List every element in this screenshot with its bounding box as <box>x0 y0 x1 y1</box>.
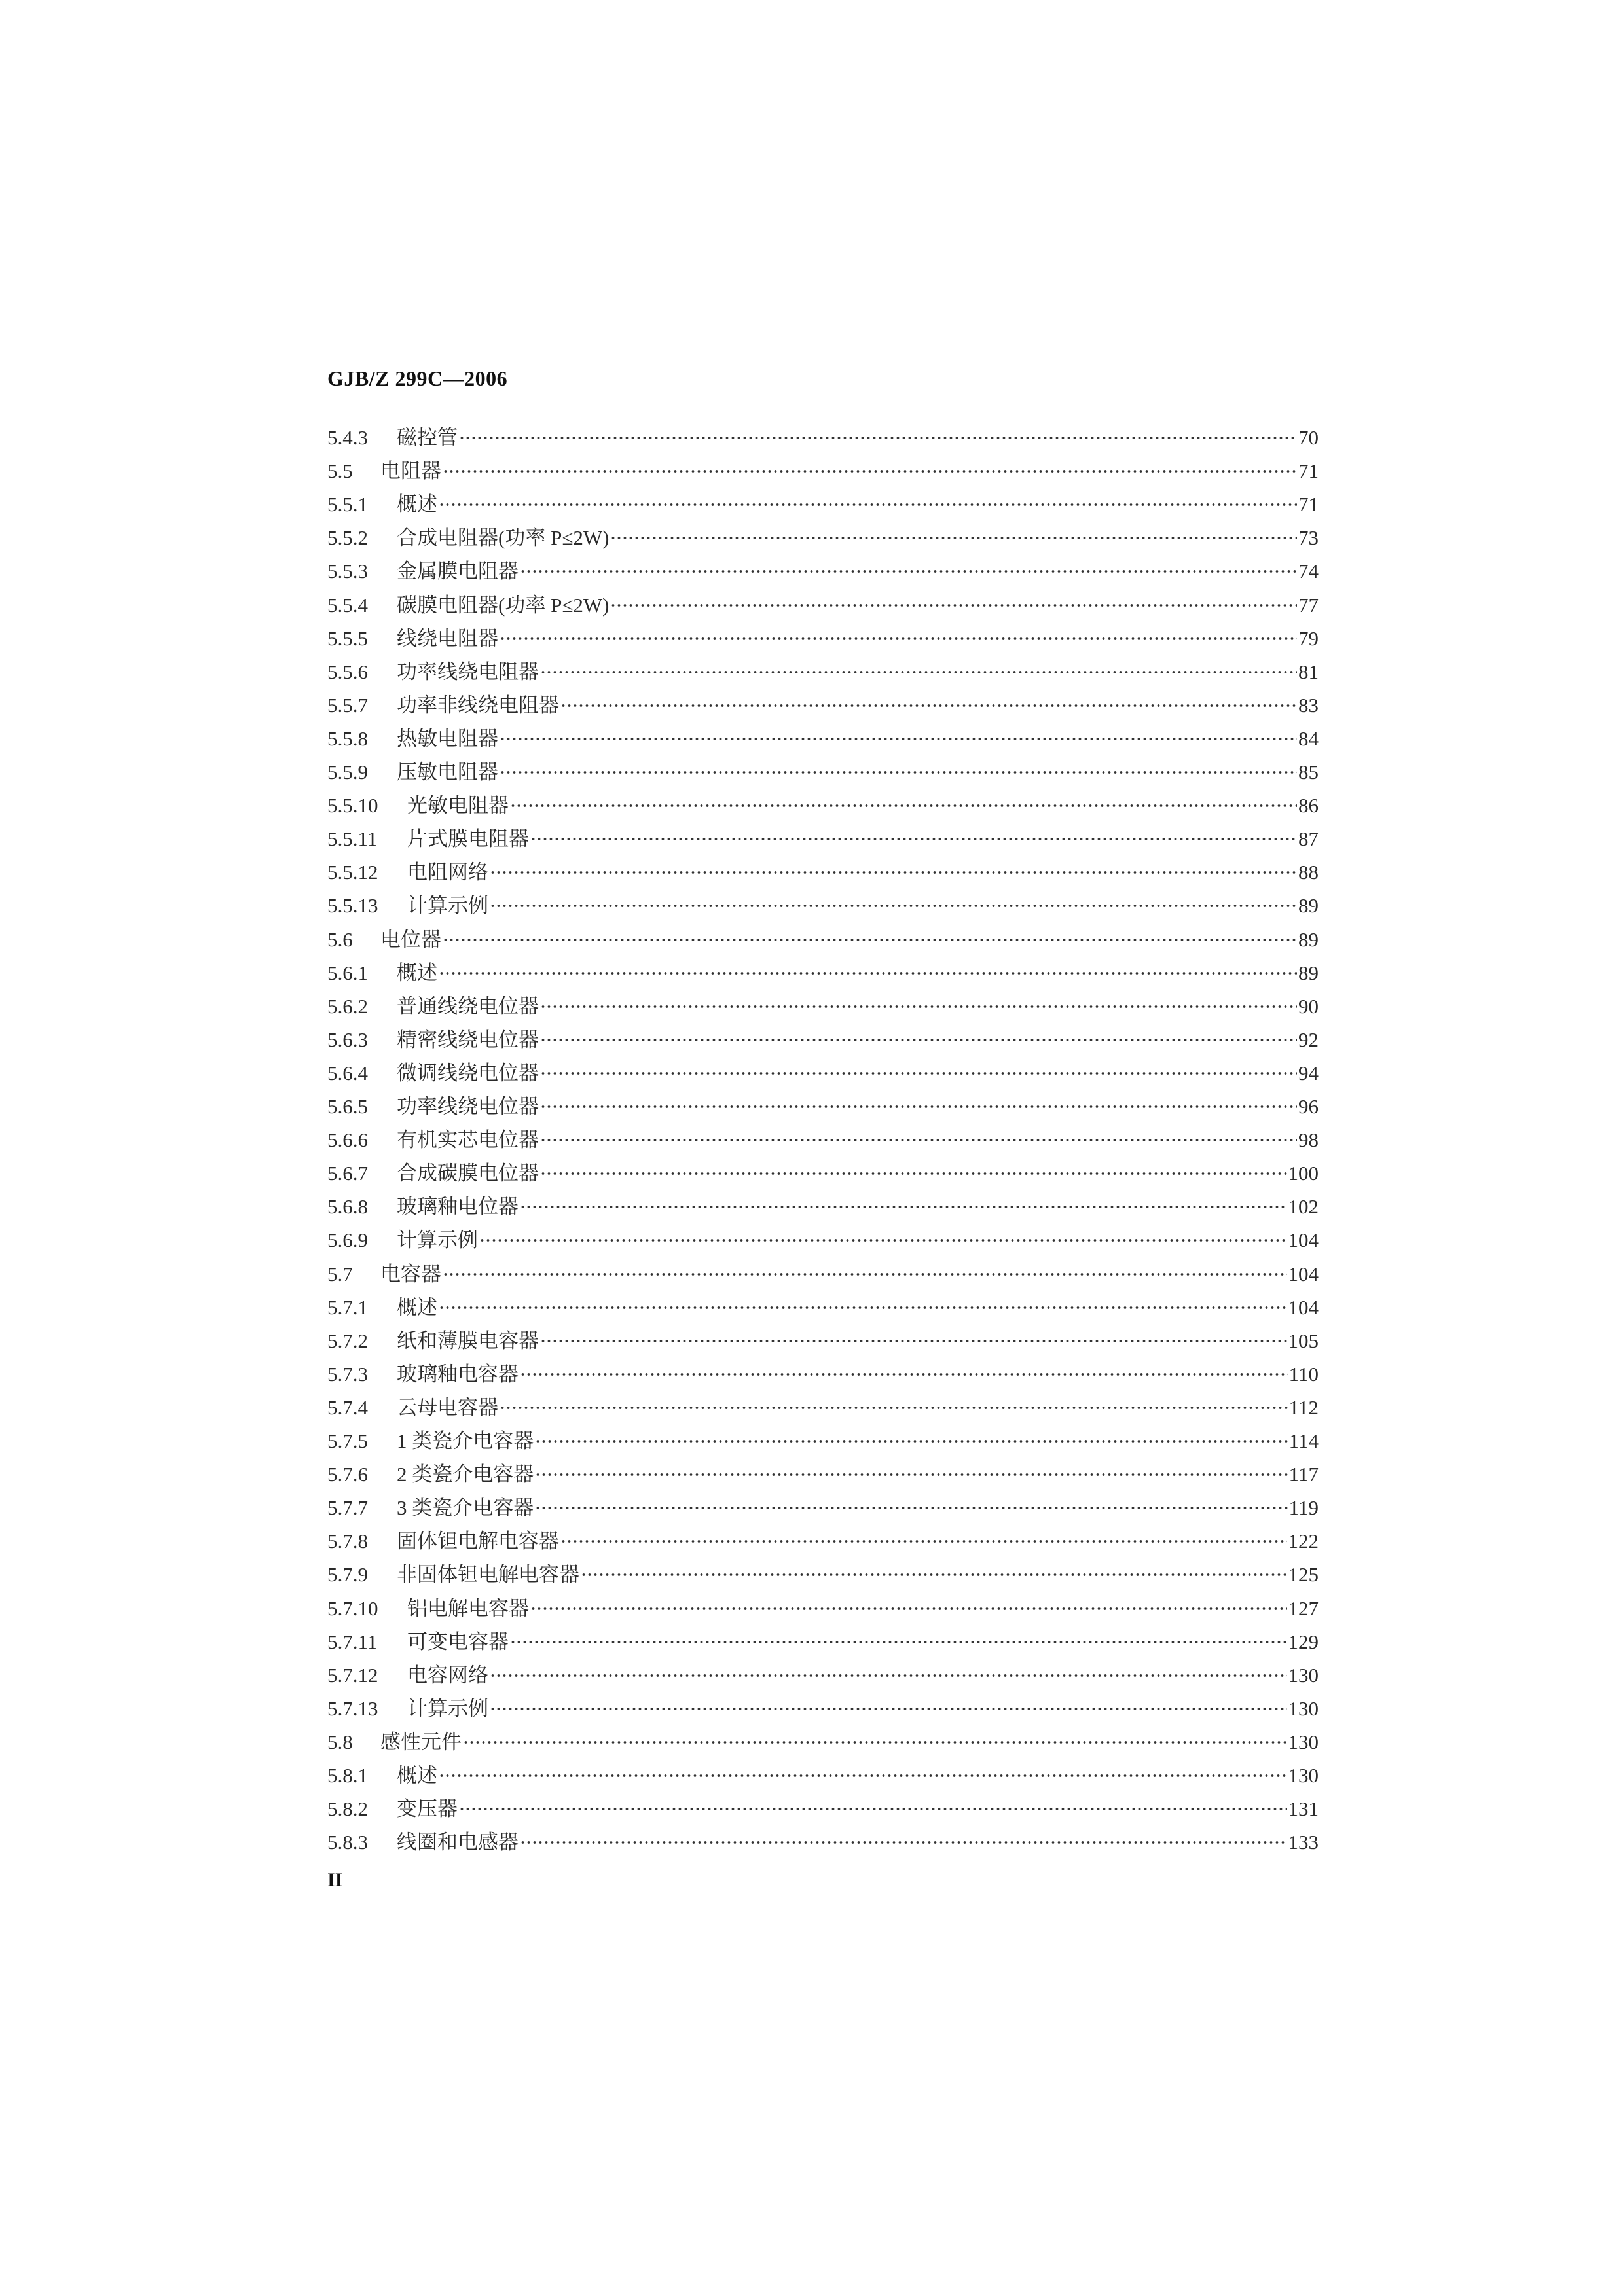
toc-entry[interactable] <box>327 1124 1319 1156</box>
toc-entry-page: 71 <box>1298 493 1319 516</box>
toc-entry-number: 5.6.7 <box>327 1162 368 1185</box>
toc-entry-number: 5.7.1 <box>327 1295 368 1319</box>
toc-dot-leader <box>520 567 1297 575</box>
toc-entry-page: 104 <box>1288 1295 1319 1319</box>
toc-entry-page: 129 <box>1288 1630 1319 1653</box>
toc-entry-title: 电容网络 <box>407 1663 488 1687</box>
toc-dot-leader <box>500 768 1297 776</box>
toc-entry-number: 5.7.2 <box>327 1329 368 1352</box>
toc-entry[interactable] <box>327 1593 1319 1624</box>
toc-entry[interactable] <box>327 1626 1319 1658</box>
toc-entry-title: 铝电解电容器 <box>407 1596 529 1620</box>
toc-entry[interactable] <box>327 790 1319 821</box>
toc-dot-leader <box>439 1304 1287 1312</box>
toc-entry[interactable] <box>327 1292 1319 1323</box>
toc-entry[interactable] <box>327 456 1319 487</box>
toc-entry-page: 130 <box>1288 1663 1319 1687</box>
toc-entry-number: 5.5.13 <box>327 894 378 918</box>
toc-entry-page: 112 <box>1288 1395 1319 1419</box>
toc-entry-number: 5.5.6 <box>327 660 368 683</box>
toc-dot-leader <box>540 1136 1297 1144</box>
toc-entry-number: 5.8.1 <box>327 1764 368 1787</box>
toc-entry[interactable] <box>327 1426 1319 1457</box>
toc-entry[interactable] <box>327 556 1319 587</box>
toc-entry-page: 77 <box>1298 593 1319 617</box>
toc-entry-title: 磁控管 <box>397 426 458 449</box>
toc-entry[interactable] <box>327 1225 1319 1256</box>
toc-entry-title: 普通线绕电位器 <box>397 994 539 1018</box>
toc-entry-page: 92 <box>1298 1028 1319 1051</box>
toc-entry-page: 70 <box>1298 426 1319 449</box>
toc-entry[interactable] <box>327 1727 1319 1758</box>
toc-entry-title: 计算示例 <box>407 1696 488 1720</box>
toc-entry-title: 玻璃釉电容器 <box>397 1362 519 1386</box>
toc-dot-leader <box>540 1003 1297 1011</box>
toc-entry-page: 130 <box>1288 1696 1319 1720</box>
toc-entry-page: 100 <box>1288 1162 1319 1185</box>
toc-entry-title: 电阻网络 <box>407 861 488 884</box>
toc-entry-title: 碳膜电阻器(功率 P≤2W) <box>397 593 610 617</box>
toc-entry-title: 1 类瓷介电容器 <box>397 1429 534 1452</box>
toc-entry-page: 102 <box>1288 1195 1319 1219</box>
toc-entry-number: 5.6.2 <box>327 994 368 1018</box>
toc-entry-page: 79 <box>1298 626 1319 650</box>
toc-entry-title: 纸和薄膜电容器 <box>397 1329 539 1352</box>
toc-dot-leader <box>535 1471 1287 1479</box>
toc-entry-page: 125 <box>1288 1563 1319 1587</box>
toc-entry[interactable] <box>327 656 1319 688</box>
toc-dot-leader <box>463 1738 1287 1746</box>
toc-entry[interactable] <box>327 1693 1319 1725</box>
toc-entry-number: 5.7.12 <box>327 1663 378 1687</box>
toc-entry-title: 电容器 <box>380 1262 441 1285</box>
toc-entry-page: 94 <box>1298 1061 1319 1085</box>
toc-entry-number: 5.7.7 <box>327 1496 368 1520</box>
toc-entry[interactable] <box>327 1058 1319 1089</box>
toc-entry[interactable] <box>327 690 1319 721</box>
toc-entry[interactable] <box>327 1492 1319 1524</box>
toc-entry-number: 5.7.3 <box>327 1362 368 1386</box>
toc-entry-page: 81 <box>1298 660 1319 683</box>
toc-entry[interactable] <box>327 1325 1319 1357</box>
toc-entry-title: 片式膜电阻器 <box>407 827 529 851</box>
toc-entry[interactable] <box>327 1359 1319 1390</box>
toc-entry-number: 5.5.2 <box>327 526 368 550</box>
toc-entry-page: 104 <box>1288 1262 1319 1285</box>
toc-entry[interactable] <box>327 489 1319 520</box>
toc-entry-page: 133 <box>1288 1831 1319 1854</box>
toc-dot-leader <box>581 1571 1287 1579</box>
toc-entry-number: 5.6.5 <box>327 1095 368 1118</box>
toc-entry-title: 可变电容器 <box>407 1630 509 1653</box>
toc-entry-page: 114 <box>1288 1429 1319 1452</box>
toc-entry-page: 87 <box>1298 827 1319 851</box>
toc-dot-leader <box>439 1772 1287 1780</box>
toc-entry-number: 5.6.8 <box>327 1195 368 1219</box>
toc-entry-number: 5.7.5 <box>327 1429 368 1452</box>
toc-entry-number: 5.5 <box>327 459 353 483</box>
toc-entry-number: 5.8.3 <box>327 1831 368 1854</box>
toc-entry-number: 5.7.10 <box>327 1596 378 1620</box>
toc-entry-page: 74 <box>1298 560 1319 583</box>
toc-entry[interactable] <box>327 1660 1319 1691</box>
page-number-footer: II <box>327 1869 343 1891</box>
toc-entry-title: 线绕电阻器 <box>397 626 498 650</box>
toc-entry[interactable] <box>327 1392 1319 1424</box>
toc-entry[interactable] <box>327 1158 1319 1189</box>
toc-entry-number: 5.5.9 <box>327 761 368 783</box>
toc-entry-title: 线圈和电感器 <box>397 1831 519 1854</box>
toc-entry-title: 合成电阻器(功率 P≤2W) <box>397 526 610 550</box>
toc-entry-page: 119 <box>1288 1496 1319 1520</box>
toc-entry-title: 感性元件 <box>380 1730 462 1753</box>
toc-entry[interactable] <box>327 924 1319 956</box>
toc-entry[interactable] <box>327 1091 1319 1122</box>
toc-entry[interactable] <box>327 890 1319 922</box>
toc-entry[interactable] <box>327 958 1319 989</box>
toc-entry-title: 概述 <box>397 493 437 516</box>
toc-dot-leader <box>510 802 1297 810</box>
toc-dot-leader <box>530 1605 1287 1613</box>
toc-entry[interactable] <box>327 1024 1319 1056</box>
toc-entry-title: 压敏电阻器 <box>397 761 498 783</box>
toc-entry-title: 变压器 <box>397 1797 458 1821</box>
toc-dot-leader <box>490 902 1297 910</box>
toc-dot-leader <box>560 1537 1287 1545</box>
toc-entry-title: 功率非线绕电阻器 <box>397 693 559 717</box>
toc-entry-number: 5.5.5 <box>327 626 368 650</box>
toc-dot-leader <box>500 1404 1288 1412</box>
toc-entry-page: 89 <box>1298 927 1319 951</box>
toc-entry[interactable] <box>327 823 1319 855</box>
toc-dot-leader <box>610 534 1297 542</box>
toc-entry-title: 概述 <box>397 961 437 984</box>
toc-entry-title: 功率线绕电位器 <box>397 1095 539 1118</box>
toc-dot-leader <box>540 1069 1297 1077</box>
toc-entry[interactable] <box>327 422 1319 454</box>
toc-entry-title: 概述 <box>397 1764 437 1787</box>
toc-entry-title: 云母电容器 <box>397 1395 498 1419</box>
toc-entry-title: 有机实芯电位器 <box>397 1128 539 1152</box>
toc-entry[interactable] <box>327 723 1319 755</box>
toc-dot-leader <box>540 1103 1297 1111</box>
toc-entry-number: 5.5.10 <box>327 794 378 817</box>
toc-entry-title: 微调线绕电位器 <box>397 1061 539 1085</box>
toc-entry-title: 精密线绕电位器 <box>397 1028 539 1051</box>
toc-entry-number: 5.5.1 <box>327 493 368 516</box>
toc-dot-leader <box>535 1504 1287 1512</box>
toc-entry-title: 电位器 <box>380 927 441 951</box>
toc-entry[interactable] <box>327 1827 1319 1858</box>
toc-entry-number: 5.7 <box>327 1262 353 1285</box>
toc-entry-title: 金属膜电阻器 <box>397 560 519 583</box>
toc-entry-title: 概述 <box>397 1295 437 1319</box>
toc-entry-page: 96 <box>1298 1095 1319 1118</box>
toc-entry-number: 5.8 <box>327 1730 353 1753</box>
toc-entry[interactable] <box>327 1526 1319 1557</box>
document-code-header: GJB/Z 299C—2006 <box>327 367 508 390</box>
toc-entry-title: 3 类瓷介电容器 <box>397 1496 534 1520</box>
toc-entry-number: 5.7.9 <box>327 1563 368 1587</box>
toc-entry-number: 5.6.4 <box>327 1061 368 1085</box>
toc-entry-title: 玻璃釉电位器 <box>397 1195 519 1219</box>
toc-entry-number: 5.5.7 <box>327 693 368 717</box>
toc-entry-page: 89 <box>1298 894 1319 918</box>
toc-dot-leader <box>479 1236 1287 1244</box>
toc-dot-leader <box>540 1036 1297 1044</box>
toc-dot-leader <box>520 1839 1287 1846</box>
toc-entry-title: 光敏电阻器 <box>407 794 509 817</box>
toc-dot-leader <box>520 1203 1287 1211</box>
toc-entry-page: 127 <box>1288 1596 1319 1620</box>
toc-entry-number: 5.5.11 <box>327 827 378 851</box>
toc-entry[interactable] <box>327 991 1319 1022</box>
toc-dot-leader <box>439 969 1297 977</box>
toc-dot-leader <box>560 702 1297 709</box>
toc-entry-title: 功率线绕电阻器 <box>397 660 539 683</box>
toc-entry[interactable] <box>327 1760 1319 1791</box>
toc-dot-leader <box>610 601 1297 609</box>
toc-dot-leader <box>443 936 1297 944</box>
toc-entry-page: 86 <box>1298 794 1319 817</box>
toc-entry-page: 71 <box>1298 459 1319 483</box>
toc-entry-number: 5.6.3 <box>327 1028 368 1051</box>
toc-entry[interactable] <box>327 1559 1319 1590</box>
toc-dot-leader <box>535 1437 1287 1445</box>
toc-entry-number: 5.5.8 <box>327 726 368 750</box>
toc-entry-title: 计算示例 <box>407 894 488 918</box>
toc-dot-leader <box>530 835 1297 843</box>
toc-entry-number: 5.6.1 <box>327 961 368 984</box>
toc-entry-page: 122 <box>1288 1530 1319 1553</box>
toc-entry-page: 98 <box>1298 1128 1319 1152</box>
toc-dot-leader <box>490 1705 1287 1713</box>
toc-entry-number: 5.7.11 <box>327 1630 378 1653</box>
toc-entry-page: 130 <box>1288 1730 1319 1753</box>
toc-dot-leader <box>443 467 1297 475</box>
toc-entry[interactable] <box>327 757 1319 788</box>
toc-entry-page: 73 <box>1298 526 1319 550</box>
toc-entry[interactable] <box>327 522 1319 554</box>
toc-entry-number: 5.8.2 <box>327 1797 368 1821</box>
toc-dot-leader <box>500 735 1297 743</box>
toc-dot-leader <box>540 1337 1287 1345</box>
toc-entry-number: 5.4.3 <box>327 426 368 449</box>
toc-entry-page: 104 <box>1288 1229 1319 1252</box>
toc-entry-title: 非固体钽电解电容器 <box>397 1563 579 1587</box>
toc-entry-page: 84 <box>1298 726 1319 750</box>
toc-entry[interactable] <box>327 1191 1319 1223</box>
toc-dot-leader <box>520 1371 1288 1378</box>
toc-entry-number: 5.5.12 <box>327 861 378 884</box>
toc-entry-title: 计算示例 <box>397 1229 478 1252</box>
toc-dot-leader <box>500 635 1297 643</box>
toc-dot-leader <box>510 1638 1287 1646</box>
toc-entry-number: 5.6 <box>327 927 353 951</box>
toc-entry-page: 117 <box>1288 1463 1319 1486</box>
toc-entry-page: 131 <box>1288 1797 1319 1821</box>
toc-entry-page: 88 <box>1298 861 1319 884</box>
toc-entry[interactable] <box>327 857 1319 888</box>
toc-entry-number: 5.6.6 <box>327 1128 368 1152</box>
toc-dot-leader <box>490 869 1297 876</box>
toc-entry-number: 5.6.9 <box>327 1229 368 1252</box>
toc-entry[interactable] <box>327 623 1319 655</box>
toc-entry-number: 5.7.13 <box>327 1696 378 1720</box>
toc-dot-leader <box>490 1672 1287 1679</box>
toc-entry-page: 85 <box>1298 761 1319 783</box>
toc-entry-page: 90 <box>1298 994 1319 1018</box>
toc-dot-leader <box>439 501 1297 509</box>
toc-dot-leader <box>459 434 1297 442</box>
toc-entry-page: 130 <box>1288 1764 1319 1787</box>
toc-dot-leader <box>540 1170 1287 1177</box>
toc-entry[interactable] <box>327 1259 1319 1290</box>
toc-entry-title: 合成碳膜电位器 <box>397 1162 539 1185</box>
toc-entry[interactable] <box>327 1459 1319 1490</box>
toc-entry[interactable] <box>327 1793 1319 1825</box>
toc-entry-number: 5.7.6 <box>327 1463 368 1486</box>
toc-entry-page: 105 <box>1288 1329 1319 1352</box>
toc-entry[interactable] <box>327 590 1319 621</box>
toc-entry-title: 电阻器 <box>380 459 441 483</box>
toc-dot-leader <box>443 1270 1287 1278</box>
toc-entry-title: 固体钽电解电容器 <box>397 1530 559 1553</box>
toc-entry-number: 5.7.8 <box>327 1530 368 1553</box>
toc-entry-page: 89 <box>1298 961 1319 984</box>
toc-entry-number: 5.5.3 <box>327 560 368 583</box>
toc-dot-leader <box>459 1805 1287 1813</box>
toc-dot-leader <box>540 668 1297 676</box>
toc-entry-title: 2 类瓷介电容器 <box>397 1463 534 1486</box>
toc-entry-page: 83 <box>1298 693 1319 717</box>
toc-entry-number: 5.7.4 <box>327 1395 368 1419</box>
toc-entry-page: 110 <box>1288 1362 1319 1386</box>
toc-entry-number: 5.5.4 <box>327 593 368 617</box>
toc-entry-title: 热敏电阻器 <box>397 726 498 750</box>
